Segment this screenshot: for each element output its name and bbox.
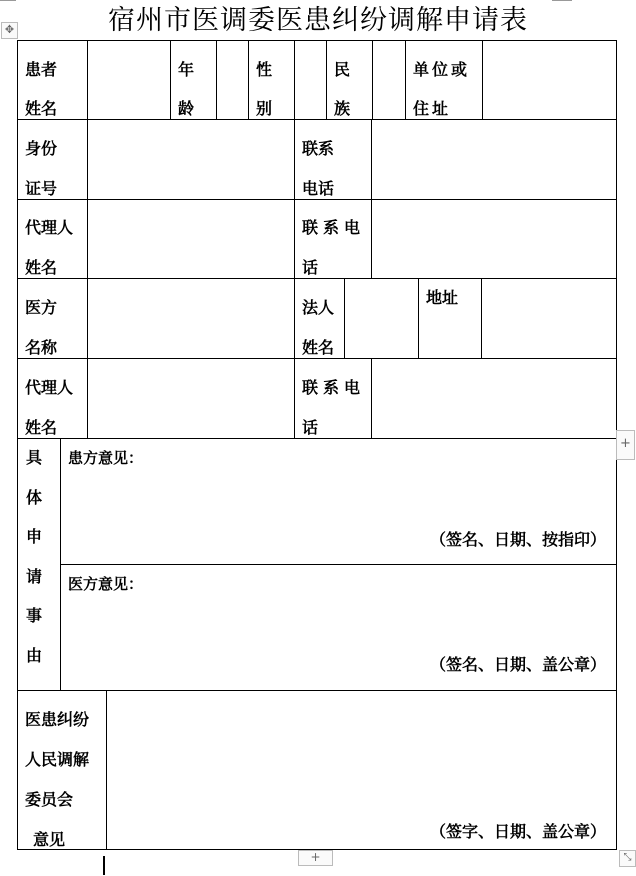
col-divider	[87, 358, 88, 439]
col-divider	[405, 40, 406, 120]
col-divider	[170, 40, 171, 120]
patient-agent-name-label: 代理人 姓名	[25, 218, 74, 277]
hospital-address-label: 地址	[426, 288, 459, 307]
resize-icon: ⤡	[623, 852, 632, 863]
patient-agent-phone-label: 联系电 话	[302, 218, 366, 277]
col-divider	[371, 358, 372, 439]
patient-phone-label: 联系 电话	[302, 139, 335, 198]
patient-opinion-label: 患方意见：	[68, 449, 144, 467]
page-title: 宿州市医调委医患纠纷调解申请表	[108, 5, 528, 36]
row-divider	[17, 119, 617, 120]
committee-signature-note: （签字、日期、盖公章）	[430, 822, 607, 841]
col-divider	[481, 278, 482, 359]
col-divider	[216, 40, 217, 120]
move-icon: ✥	[4, 23, 15, 36]
hospital-opinion-label: 医方意见：	[68, 575, 144, 593]
add-row-button[interactable]	[616, 430, 635, 460]
col-divider	[482, 40, 483, 120]
text-cursor	[103, 856, 105, 875]
hospital-agent-name-label: 代理人 姓名	[25, 378, 74, 437]
committee-opinion-label: 医患纠纷 人民调解 委员会 意见	[25, 710, 90, 849]
col-divider	[294, 119, 295, 279]
plus-icon: +	[620, 436, 631, 451]
plus-icon: +	[310, 850, 321, 864]
legal-rep-label: 法人 姓名	[302, 298, 335, 357]
col-divider	[87, 278, 88, 359]
page-edge-left	[0, 0, 16, 1]
col-divider	[344, 278, 345, 359]
add-column-button[interactable]	[298, 850, 333, 866]
col-divider	[294, 358, 295, 439]
col-divider	[294, 40, 295, 120]
col-divider	[371, 119, 372, 279]
col-divider	[60, 438, 61, 691]
row-divider	[61, 564, 617, 565]
table-resize-handle[interactable]	[619, 850, 636, 867]
hospital-name-label: 医方 名称	[25, 298, 58, 357]
patient-signature-note: （签名、日期、按指印）	[430, 530, 607, 549]
col-divider	[106, 690, 107, 850]
col-divider	[372, 40, 373, 120]
hospital-agent-phone-label: 联系电 话	[302, 378, 366, 437]
unit-address-label: 单位或 住址	[413, 60, 471, 118]
patient-name-label: 患者 姓名	[25, 60, 58, 118]
sex-label: 性 别	[256, 60, 273, 118]
ethnicity-label: 民 族	[334, 60, 351, 118]
page-edge-right	[552, 0, 572, 1]
col-divider	[87, 40, 88, 120]
col-divider	[87, 119, 88, 279]
row-divider	[17, 690, 617, 691]
col-divider	[418, 278, 419, 359]
age-label: 年 龄	[178, 60, 195, 118]
col-divider	[326, 40, 327, 120]
id-number-label: 身份 证号	[25, 139, 58, 198]
hospital-signature-note: （签名、日期、盖公章）	[430, 655, 607, 674]
col-divider	[294, 278, 295, 359]
col-divider	[248, 40, 249, 120]
specific-matters-label: 具 体 申 请 事 由	[25, 448, 42, 665]
